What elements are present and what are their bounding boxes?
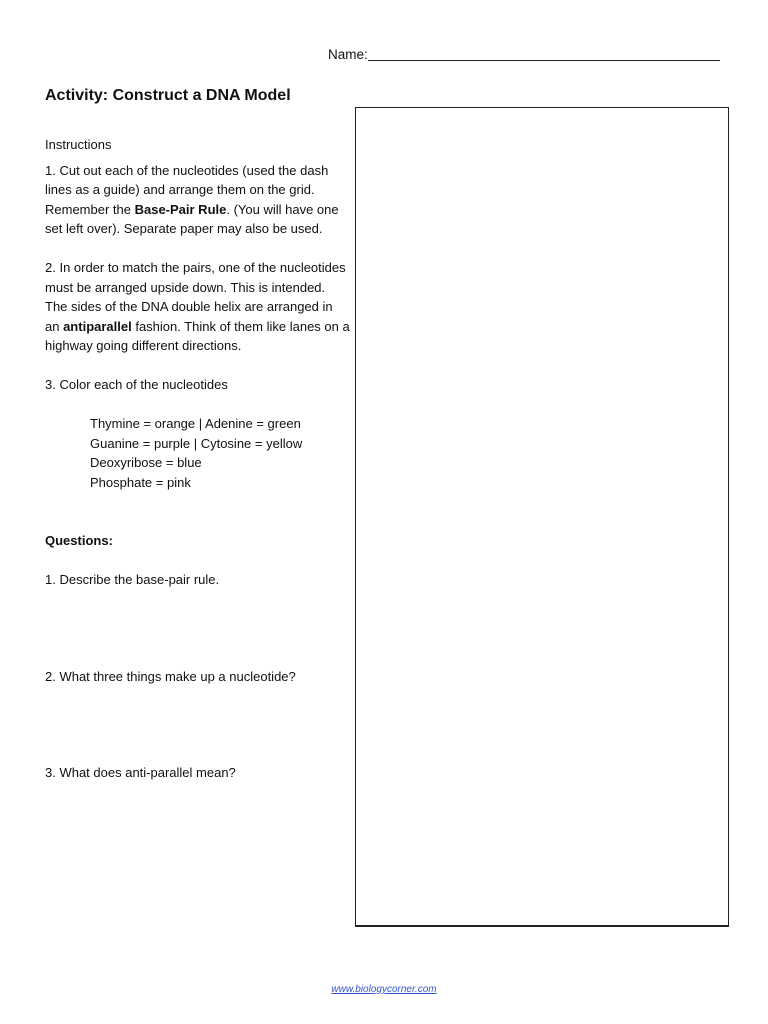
dna-model-grid-box	[355, 107, 729, 927]
footer	[0, 984, 768, 995]
color-key-list	[45, 414, 350, 492]
instruction-step-1: 1. Cut out each of the nucleotides (used the dash lines as a guide) and arrange them on the grid. Remember the Base-Pair Rule. (You will have one set left over). Separate paper may also be used.	[45, 162, 339, 236]
instruction-step-2: 2. In order to match the pairs, one of the nucleotides must be arranged upside down. This is intended. The sides of the DNA double helix are arranged in an antiparallel fashion. Think of them like lanes on a highway going different directions.	[45, 260, 350, 353]
instructions-column	[45, 135, 350, 783]
color-key-item: Thymine = orange | Adenine = green	[90, 416, 301, 431]
footer-link[interactable]: www.biologycorner.com	[331, 984, 437, 995]
name-blank-line[interactable]	[368, 46, 720, 61]
instructions-heading: Instructions	[45, 137, 112, 152]
color-key-item: Guanine = purple | Cytosine = yellow	[90, 435, 303, 451]
color-key-item: Deoxyribose = blue	[90, 455, 202, 470]
name-field	[328, 46, 720, 62]
instruction-step-3: 3. Color each of the nucleotides	[45, 377, 228, 392]
question-1: 1. Describe the base-pair rule.	[45, 572, 220, 587]
color-key-item: Phosphate = pink	[90, 474, 191, 490]
question-2: 2. What three things make up a nucleotide?	[45, 668, 296, 684]
questions-heading: Questions:	[45, 533, 113, 548]
page-title: Activity: Construct a DNA Model	[45, 87, 291, 104]
question-3: 3. What does anti-parallel mean?	[45, 765, 236, 780]
name-label: Name:	[328, 47, 368, 62]
